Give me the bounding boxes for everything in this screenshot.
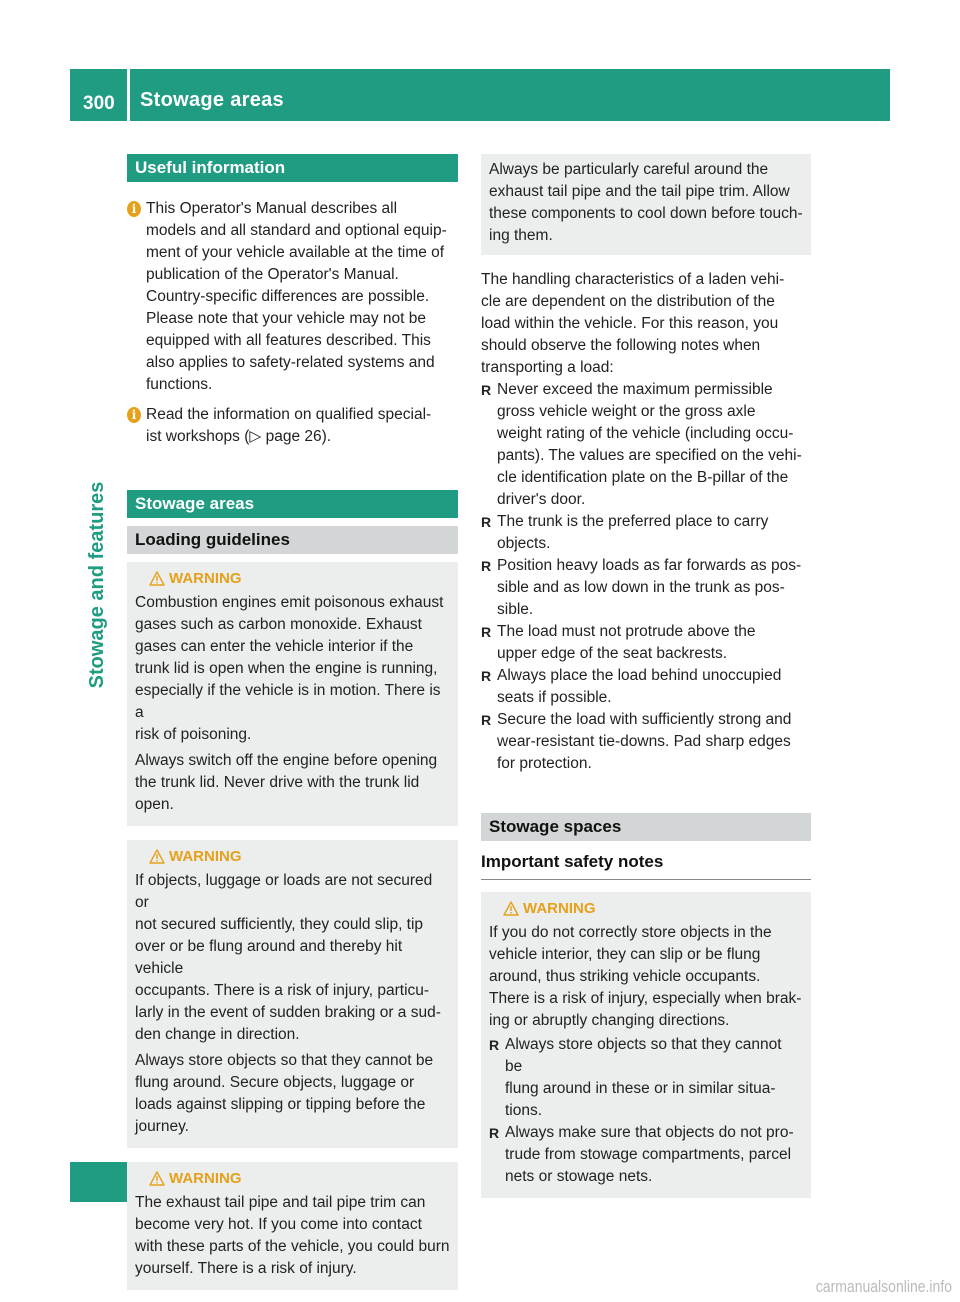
text-line: den change in direction. xyxy=(135,1026,300,1043)
warning-box xyxy=(127,840,458,1148)
list-item xyxy=(481,379,811,511)
text-line: driver's door. xyxy=(497,491,586,508)
text-line: There is a risk of injury, especially when brak- xyxy=(489,990,802,1007)
side-tab[interactable] xyxy=(82,481,122,689)
text-line: weight rating of the vehicle (including occu- xyxy=(497,425,794,442)
warning-title xyxy=(135,568,450,590)
bullet-glyph: R xyxy=(481,382,492,398)
text-line: not secured sufficiently, they could slip, tip xyxy=(135,916,424,933)
page-title: Stowage areas xyxy=(140,89,284,111)
subsection-heading-loading-guidelines: Loading guidelines xyxy=(127,526,458,554)
text-line: cle identification plate on the B-pillar of the xyxy=(497,469,789,486)
text-line: with these parts of the vehicle, you could burn xyxy=(135,1238,450,1255)
text-line: Country-specific differences are possible. xyxy=(146,288,430,305)
warning-text xyxy=(135,870,450,1046)
warning-box xyxy=(481,892,811,1198)
text-line: Always make sure that objects do not pro- xyxy=(505,1124,794,1141)
bullet-glyph: R xyxy=(489,1037,500,1053)
text-line: occupants. There is a risk of injury, particu- xyxy=(135,982,430,999)
warning-title-text: WARNING xyxy=(523,900,596,917)
caution-note-text xyxy=(489,159,803,247)
text-line: This Operator's Manual describes all xyxy=(146,200,398,217)
warning-box xyxy=(127,1162,458,1290)
list-item xyxy=(481,511,811,555)
text-line: become very hot. If you come into contact xyxy=(135,1216,422,1233)
text-line: should observe the following notes when xyxy=(481,337,761,354)
warning-title xyxy=(135,1168,450,1190)
text-line: ment of your vehicle available at the time of xyxy=(146,244,445,261)
text-line: Never exceed the maximum permissible xyxy=(497,381,773,398)
warning-title xyxy=(135,846,450,868)
text-line: Please note that your vehicle may not be xyxy=(146,310,427,327)
text-line: gases such as carbon monoxide. Exhaust xyxy=(135,616,422,633)
info-note-text xyxy=(146,198,458,396)
bullet-glyph: R xyxy=(481,558,492,574)
bullet-glyph: R xyxy=(481,668,492,684)
list-item xyxy=(481,709,811,775)
text-line: Combustion engines emit poisonous exhaust xyxy=(135,594,444,611)
text-line: journey. xyxy=(135,1118,189,1135)
text-line: Always store objects so that they cannot be xyxy=(135,1052,434,1069)
warning-title-text: WARNING xyxy=(169,848,242,865)
text-line: sible. xyxy=(497,601,534,618)
info-note-text xyxy=(146,404,458,448)
text-line: Read the information on qualified special- xyxy=(146,406,432,423)
list-item xyxy=(481,621,811,665)
text-line: ing or abruptly changing directions. xyxy=(489,1012,730,1029)
text-line: trunk lid is open when the engine is running, xyxy=(135,660,438,677)
text-line: pants). The values are specified on the vehi- xyxy=(497,447,802,464)
text-line: trude from stowage compartments, parcel xyxy=(505,1146,792,1163)
bullet-glyph: R xyxy=(481,624,492,640)
warning-triangle-icon xyxy=(149,571,165,586)
bullet-glyph: R xyxy=(481,712,492,728)
section-heading-useful-information: Useful information xyxy=(127,154,458,182)
text-line: ist workshops (▷ page 26). xyxy=(146,428,332,445)
warning-text xyxy=(489,922,803,1032)
text-line: publication of the Operator's Manual. xyxy=(146,266,399,283)
text-line: Secure the load with sufficiently strong and xyxy=(497,711,792,728)
page-number: 300 xyxy=(83,93,115,114)
text-line: over or be flung around and thereby hit vehicle xyxy=(135,938,403,977)
text-line: larly in the event of sudden braking or a sud- xyxy=(135,1004,441,1021)
list-item xyxy=(481,555,811,621)
text-line: around, thus striking vehicle occupants. xyxy=(489,968,761,985)
text-line: these components to cool down before touch- xyxy=(489,205,803,222)
text-line: open. xyxy=(135,796,174,813)
text-line: If you do not correctly store objects in the xyxy=(489,924,772,941)
text-line: The trunk is the preferred place to carry xyxy=(497,513,769,530)
intro-paragraph xyxy=(481,269,811,379)
text-line: seats if possible. xyxy=(497,689,612,706)
text-line: tions. xyxy=(505,1102,543,1119)
warning-text xyxy=(135,1192,450,1280)
text-line: ing them. xyxy=(489,227,553,244)
text-line: Always place the load behind unoccupied xyxy=(497,667,782,684)
warning-triangle-icon xyxy=(503,901,519,916)
warning-triangle-icon xyxy=(149,1171,165,1186)
text-line: exhaust tail pipe and the tail pipe trim. Allow xyxy=(489,183,790,200)
text-line: Always store objects so that they cannot be xyxy=(505,1036,782,1075)
text-line: risk of poisoning. xyxy=(135,726,252,743)
text-line: load within the vehicle. For this reason, you xyxy=(481,315,779,332)
text-line: Always switch off the engine before opening xyxy=(135,752,438,769)
text-line: gross vehicle weight or the gross axle xyxy=(497,403,756,420)
caution-note-box xyxy=(481,154,811,255)
text-line: vehicle interior, they can slip or be flung xyxy=(489,946,761,963)
warning-text xyxy=(135,1050,450,1138)
right-column xyxy=(481,154,811,1198)
warning-title xyxy=(489,898,803,920)
text-line: If objects, luggage or loads are not secured or xyxy=(135,872,433,911)
warning-text xyxy=(135,592,450,746)
footer-watermark xyxy=(0,1278,960,1302)
text-line: cle are dependent on the distribution of the xyxy=(481,293,775,310)
section-heading-stowage-areas: Stowage areas xyxy=(127,490,458,518)
warning-box xyxy=(127,562,458,826)
warning-text xyxy=(135,750,450,816)
warning-title-text: WARNING xyxy=(169,570,242,587)
list-item xyxy=(489,1034,803,1122)
text-line: The exhaust tail pipe and tail pipe trim can xyxy=(135,1194,426,1211)
side-tab-label: Stowage and features xyxy=(86,481,108,689)
text-line: The load must not protrude above the xyxy=(497,623,756,640)
text-line: Always be particularly careful around the xyxy=(489,161,769,178)
text-line: especially if the vehicle is in motion. There is a xyxy=(135,682,441,721)
loading-rules-list xyxy=(481,379,811,775)
text-line: wear-resistant tie-downs. Pad sharp edges xyxy=(497,733,791,750)
text-line: flung around in these or in similar situa- xyxy=(505,1080,776,1097)
subsection-heading-stowage-spaces: Stowage spaces xyxy=(481,813,811,841)
info-icon: i xyxy=(127,407,141,423)
list-item xyxy=(481,665,811,709)
text-line: objects. xyxy=(497,535,551,552)
text-line: flung around. Secure objects, luggage or xyxy=(135,1074,415,1091)
text-line: sible and as low down in the trunk as pos- xyxy=(497,579,785,596)
text-line: equipped with all features described. This xyxy=(146,332,431,349)
text-line: The handling characteristics of a laden vehi- xyxy=(481,271,785,288)
left-column xyxy=(127,154,458,1290)
info-icon: i xyxy=(127,201,141,217)
text-line: also applies to safety-related systems and xyxy=(146,354,435,371)
side-tab-marker xyxy=(70,1162,127,1202)
bullet-glyph: R xyxy=(481,514,492,530)
text-line: yourself. There is a risk of injury. xyxy=(135,1260,357,1277)
text-line: upper edge of the seat backrests. xyxy=(497,645,728,662)
text-line: for protection. xyxy=(497,755,592,772)
text-line: transporting a load: xyxy=(481,359,614,376)
text-line: Position heavy loads as far forwards as pos- xyxy=(497,557,802,574)
text-line: nets or stowage nets. xyxy=(505,1168,653,1185)
warning-title-text: WARNING xyxy=(169,1170,242,1187)
list-item xyxy=(489,1122,803,1188)
bullet-glyph: R xyxy=(489,1125,500,1141)
text-line: loads against slipping or tipping before the xyxy=(135,1096,426,1113)
warning-bullet-list xyxy=(489,1034,803,1188)
subsection-heading-important-safety-notes: Important safety notes xyxy=(481,851,811,880)
text-line: models and all standard and optional equip- xyxy=(146,222,447,239)
text-line: the trunk lid. Never drive with the trunk lid xyxy=(135,774,420,791)
info-note xyxy=(127,198,458,396)
text-line: gases can enter the vehicle interior if the xyxy=(135,638,414,655)
header-separator xyxy=(127,69,130,121)
text-line: functions. xyxy=(146,376,213,393)
watermark-text: carmanualsonline.info xyxy=(815,1276,952,1296)
warning-triangle-icon xyxy=(149,849,165,864)
info-note xyxy=(127,404,458,448)
